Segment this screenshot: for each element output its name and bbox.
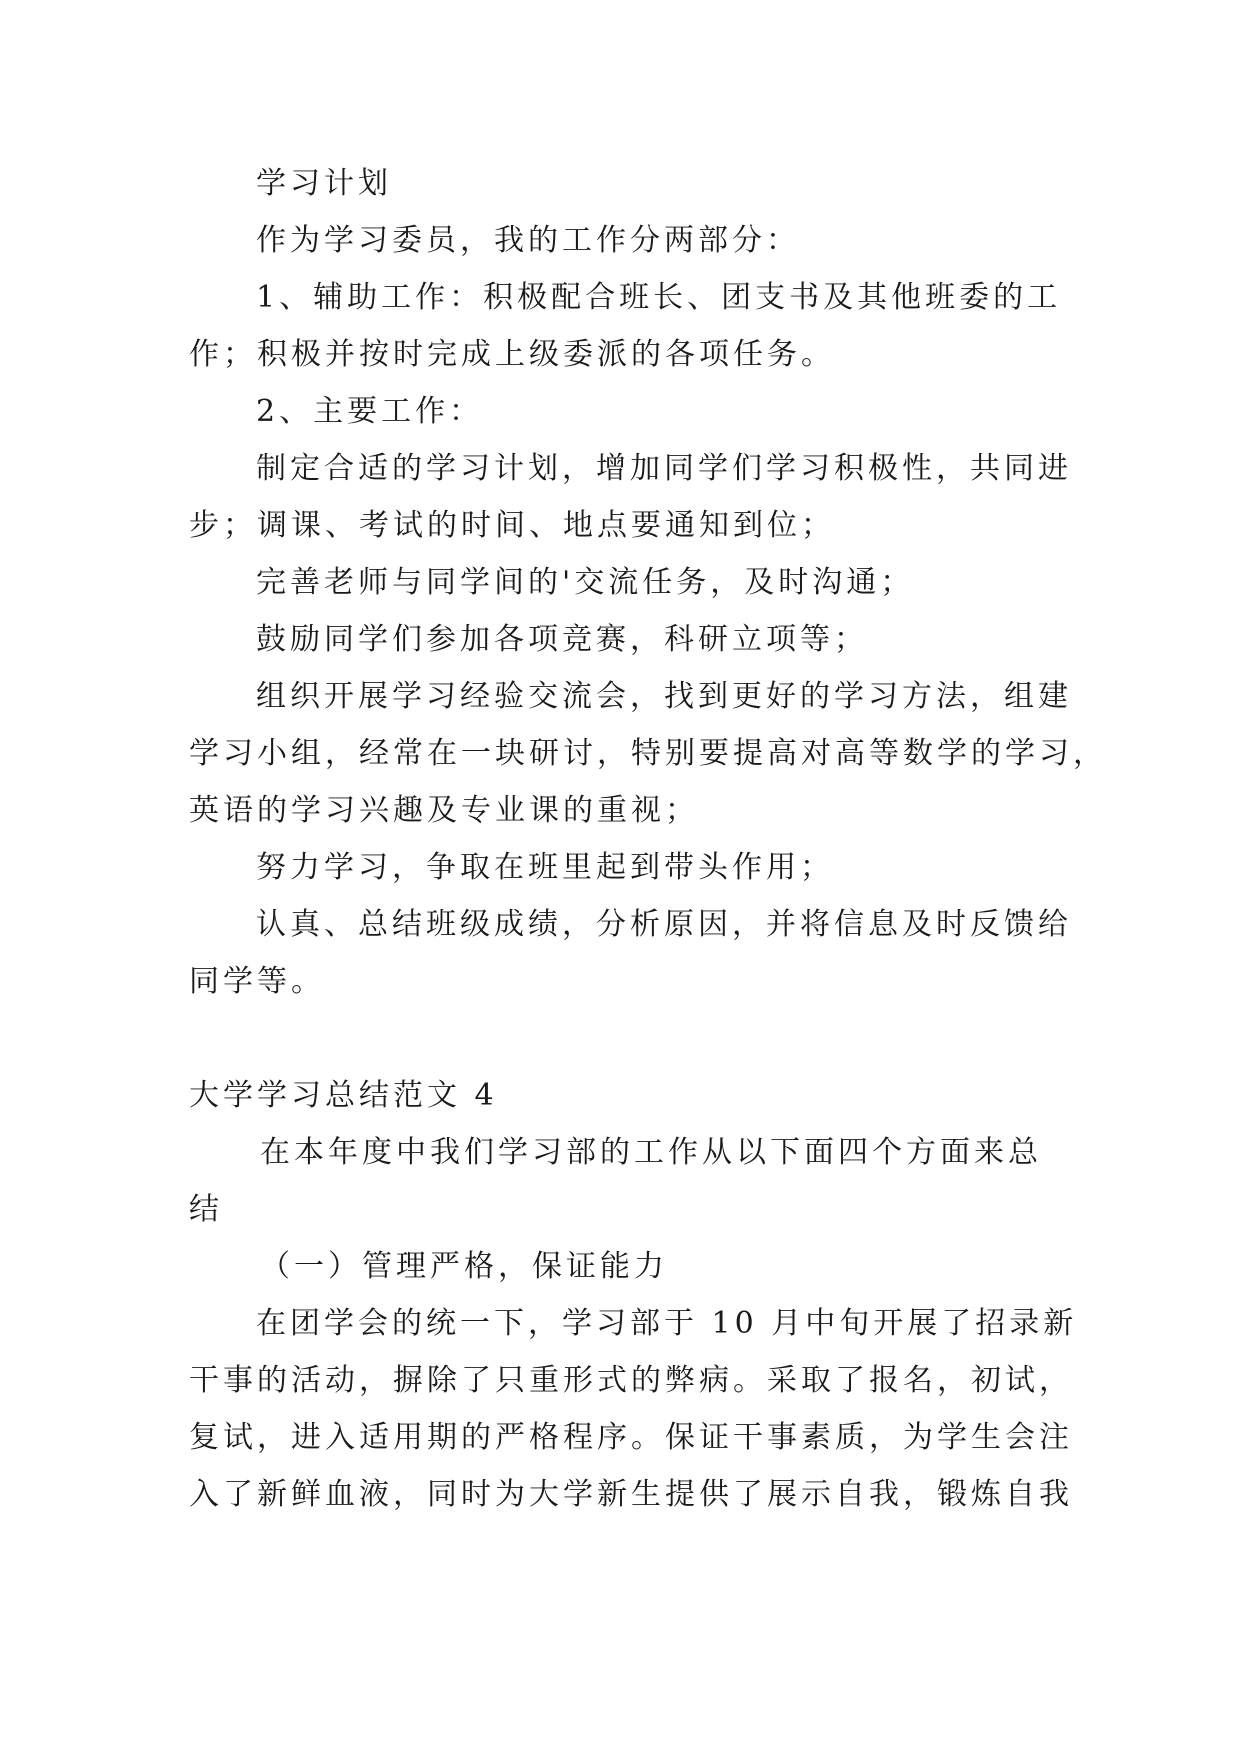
paragraph-4-line2: 学习小组，经常在一块研讨，特别要提高对高等数学的学习， <box>189 736 1107 771</box>
paragraph-6-line2: 同学等。 <box>189 964 325 999</box>
paragraph-1-line1: 制定合适的学习计划，增加同学们学习积极性，共同进 <box>256 451 1072 486</box>
section2-p1-line3: 复试，进入适用期的严格程序。保证干事素质，为学生会注 <box>189 1420 1073 1455</box>
section2-p1-line4: 入了新鲜血液，同时为大学新生提供了展示自我，锻炼自我 <box>189 1477 1073 1512</box>
item1-line2: 作；积极并按时完成上级委派的各项任务。 <box>189 337 835 372</box>
paragraph-4-line1: 组织开展学习经验交流会，找到更好的学习方法，组建 <box>256 679 1072 714</box>
paragraph-4-line3: 英语的学习兴趣及专业课的重视； <box>189 793 699 828</box>
item1-line1: 1、辅助工作：积极配合班长、团支书及其他班委的工 <box>256 280 1062 315</box>
section2-p1-line1: 在团学会的统一下，学习部于 10 月中旬开展了招录新 <box>256 1306 1078 1341</box>
subheading-management: （一）管理严格，保证能力 <box>260 1249 668 1284</box>
item2-heading: 2、主要工作： <box>256 394 484 429</box>
paragraph-1-line2: 步；调课、考试的时间、地点要通知到位； <box>189 508 835 543</box>
paragraph-5: 努力学习，争取在班里起到带头作用； <box>256 850 834 885</box>
paragraph-6-line1: 认真、总结班级成绩，分析原因，并将信息及时反馈给 <box>256 907 1072 942</box>
section2-intro-line2: 结 <box>189 1192 223 1227</box>
section-title-study-plan: 学习计划 <box>256 166 392 201</box>
paragraph-3: 鼓励同学们参加各项竞赛，科研立项等； <box>256 622 868 657</box>
paragraph-2: 完善老师与同学间的'交流任务，及时沟通； <box>256 565 915 600</box>
section2-p1-line2: 干事的活动，摒除了只重形式的弊病。采取了报名，初试， <box>189 1363 1073 1398</box>
section2-intro-line1: 在本年度中我们学习部的工作从以下面四个方面来总 <box>260 1135 1042 1170</box>
section-title-summary-4: 大学学习总结范文 4 <box>189 1078 498 1113</box>
intro-paragraph: 作为学习委员，我的工作分两部分： <box>256 223 800 258</box>
